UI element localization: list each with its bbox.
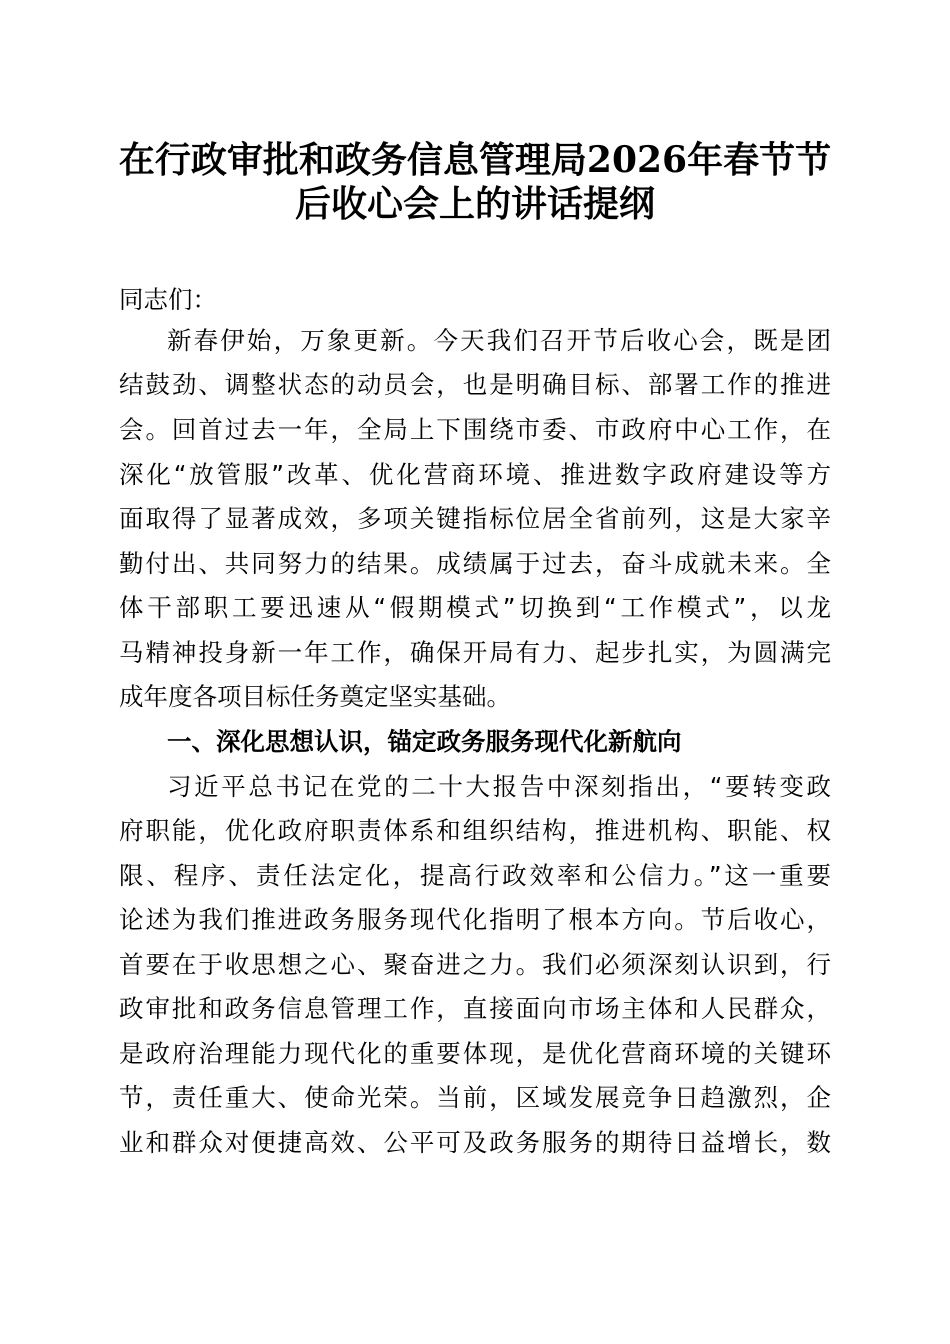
paragraph-line: 成年度各项目标任务奠定坚实基础。: [119, 682, 511, 711]
paragraph-line: 会。回首过去一年，全局上下围绕市委、市政府中心工作，在: [119, 415, 831, 444]
paragraph-line: 体干部职工要迅速从“假期模式”切换到“工作模式”，以龙: [119, 593, 831, 622]
paragraph-line: 政审批和政务信息管理工作，直接面向市场主体和人民群众，: [119, 994, 831, 1023]
section-heading-1: 一、深化思想认识，锚定政务服务现代化新航向: [167, 727, 682, 756]
paragraph-line: 面取得了显著成效，多项关键指标位居全省前列，这是大家辛: [119, 504, 831, 533]
paragraph-line: 府职能，优化政府职责体系和组织结构，推进机构、职能、权: [119, 816, 831, 845]
paragraph-line: 限、程序、责任法定化，提高行政效率和公信力。”这一重要: [119, 861, 831, 890]
document-title-line-2: 后收心会上的讲话提纲: [294, 183, 655, 225]
paragraph-line: 勤付出、共同努力的结果。成绩属于过去，奋斗成就未来。全: [119, 549, 831, 578]
paragraph-line: 节，责任重大、使命光荣。当前，区域发展竞争日趋激烈，企: [119, 1083, 831, 1112]
paragraph-line: 论述为我们推进政务服务现代化指明了根本方向。节后收心，: [119, 905, 831, 934]
salutation: 同志们：: [119, 285, 217, 314]
paragraph-line: 深化“放管服”改革、优化营商环境、推进数字政府建设等方: [119, 460, 831, 489]
paragraph-line: 是政府治理能力现代化的重要体现，是优化营商环境的关键环: [119, 1039, 831, 1068]
paragraph-line: 业和群众对便捷高效、公平可及政务服务的期待日益增长，数: [119, 1128, 831, 1157]
paragraph-line: 新春伊始，万象更新。今天我们召开节后收心会，既是团: [167, 326, 831, 355]
document-title-line-1: 在行政审批和政务信息管理局2026年春节节: [118, 139, 832, 181]
paragraph-line: 马精神投身新一年工作，确保开局有力、起步扎实，为圆满完: [119, 638, 831, 667]
paragraph-line: 习近平总书记在党的二十大报告中深刻指出，“要转变政: [167, 772, 831, 801]
paragraph-line: 结鼓劲、调整状态的动员会，也是明确目标、部署工作的推进: [119, 370, 831, 399]
paragraph-line: 首要在于收思想之心、聚奋进之力。我们必须深刻认识到，行: [119, 950, 831, 979]
